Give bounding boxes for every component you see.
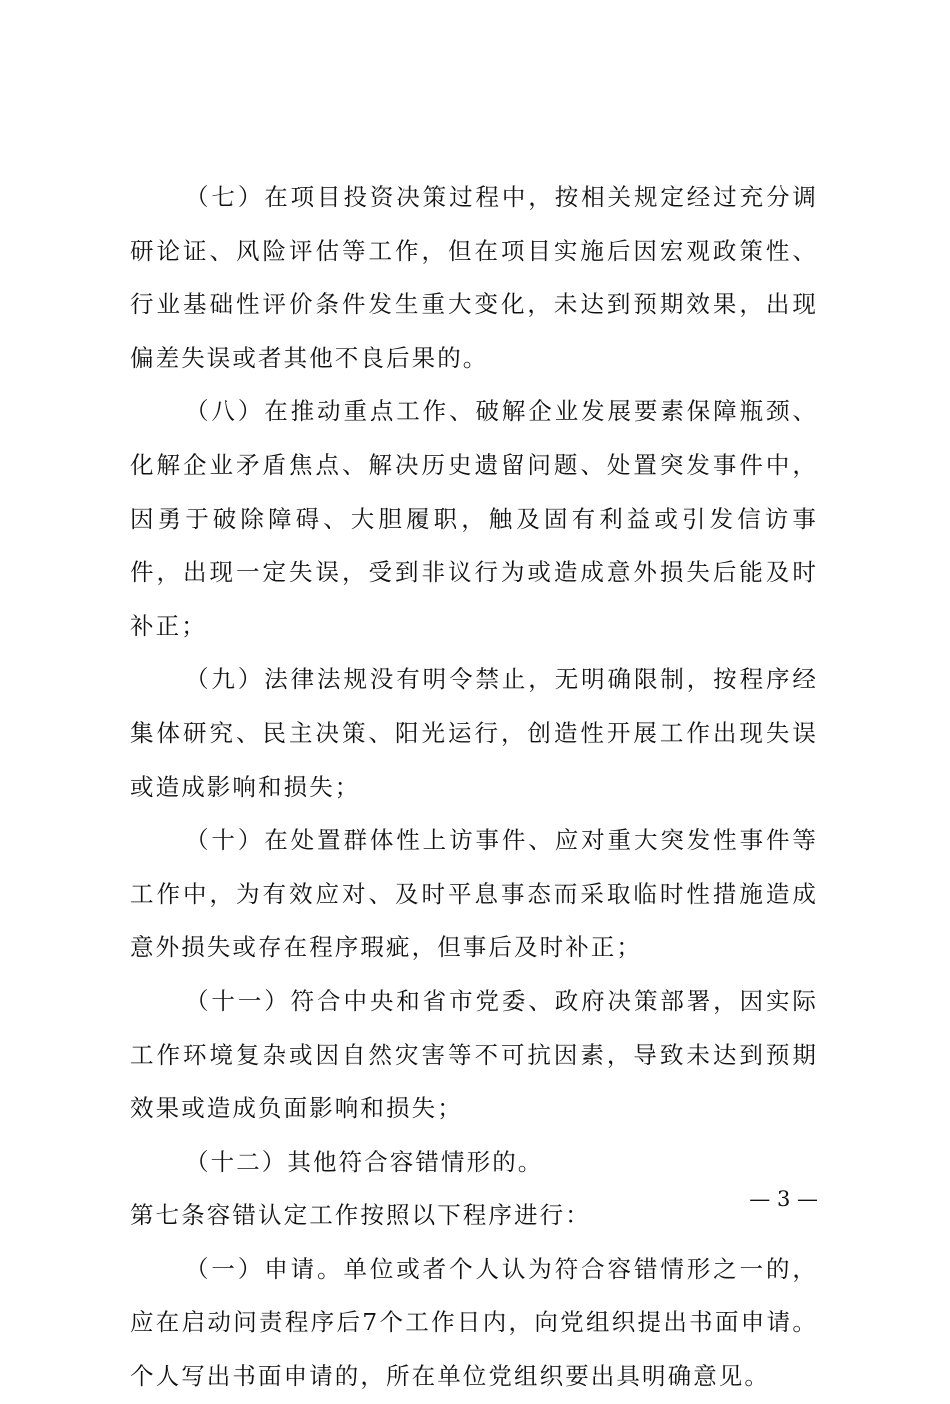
page-number: — 3 — — [749, 1187, 818, 1211]
paragraph-item-11: （十一）符合中央和省市党委、政府决策部署，因实际工作环境复杂或因自然灾害等不可抗因素，导致未达到预期效果或造成负面影响和损失； — [130, 986, 818, 1123]
paragraph-item-12: （十二）其他符合容错情形的。 — [185, 1147, 544, 1176]
paragraph-item-7: （七）在项目投资决策过程中，按相关规定经过充分调研论证、风险评估等工作，但在项目实施后因宏观政策性、行业基础性评价条件发生重大变化，未达到预期效果，出现偏差失误或者其他不良后果的。 — [130, 183, 818, 372]
paragraph-item-9: （九）法律法规没有明令禁止，无明确限制，按程序经集体研究、民主决策、阳光运行，创造性开展工作出现失误或造成影响和损失； — [130, 665, 818, 801]
paragraph-item-10: （十）在处置群体性上访事件、应对重大突发性事件等工作中，为有效应对、及时平息事态而采取临时性措施造成意外损失或存在程序瑕疵，但事后及时补正； — [130, 826, 818, 962]
procedure-step-1: （一）申请。单位或者个人认为符合容错情形之一的，应在启动问责程序后7个工作日内，向党组织提出书面申请。个人写出书面申请的，所在单位党组织要出具明确意见。 — [130, 1254, 818, 1391]
document-body — [130, 171, 818, 1404]
article-7-heading: 第七条容错认定工作按照以下程序进行： — [130, 1201, 591, 1230]
paragraph-item-8: （八）在推动重点工作、破解企业发展要素保障瓶颈、化解企业矛盾焦点、解决历史遗留问题、处置突发事件中，因勇于破除障碍、大胆履职，触及固有利益或引发信访事件，出现一定失误，受到非议行为或造成意外损失后能及时补正； — [130, 397, 818, 640]
